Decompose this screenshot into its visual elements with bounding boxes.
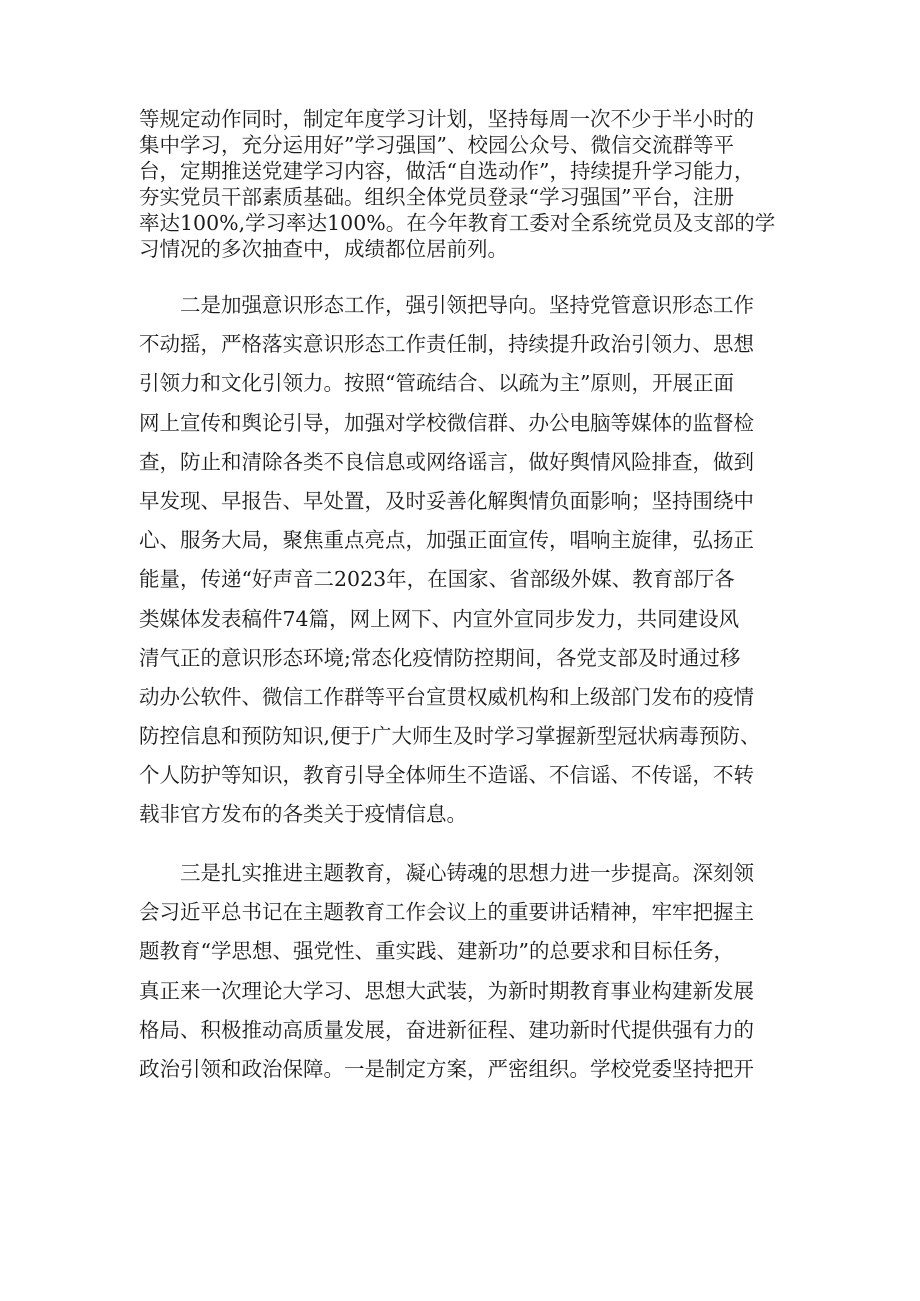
text-line: 动办公软件、微信工作群等平台宣贯权威机构和上级部门发布的疫情: [139, 684, 754, 709]
text-line: 夯实党员干部素质基础。组织全体党员登录“学习强国”平台，注册: [139, 185, 734, 209]
text-line: 载非官方发布的各类关于疫情信息。: [139, 802, 467, 827]
text-line: 心、服务大局，聚焦重点亮点，加强正面宣传，唱响主旋律，弘扬正: [139, 528, 754, 553]
text-line: 真正来一次理论大学习、思想大武装，为新时期教育事业构建新发展: [139, 978, 754, 1003]
text-line: 等规定动作同时，制定年度学习计划，坚持每周一次不少于半小时的: [139, 107, 754, 131]
text-line: 能量，传递“好声音二2023年，在国家、省部级外媒、教育部厅各: [139, 567, 735, 592]
paragraph-study-plan: [139, 106, 799, 262]
text-line: 查，防止和清除各类不良信息或网络谣言，做好舆情风险排查，做到: [139, 449, 754, 474]
text-line: 引领力和文化引领力。按照“管疏结合、以疏为主”原则，开展正面: [139, 371, 734, 396]
text-line: 网上宣传和舆论引导，加强对学校微信群、办公电脑等媒体的监督检: [139, 410, 754, 435]
text-line: 集中学习，充分运用好”学习强国”、校园公众号、微信交流群等平: [139, 133, 734, 157]
text-line: 台，定期推送党建学习内容，做活“自选动作”，持续提升学习能力，: [139, 159, 755, 183]
text-line: 类媒体发表稿件74篇，网上网下、内宣外宣同步发力，共同建设风: [139, 606, 740, 631]
text-line: 三是扎实推进主题教育，凝心铸魂的思想力进一步提高。深刻领: [180, 861, 754, 885]
text-line: 清气正的意识形态环境;常态化疫情防控期间，各党支部及时通过移: [139, 645, 741, 670]
text-line: 题教育“学思想、强党性、重实践、建新功”的总要求和目标任务，: [139, 939, 734, 964]
paragraph-ideology-work: [139, 286, 799, 835]
text-line: 率达100%,学习率达100%。在今年教育工委对全系统党员及支部的学: [139, 211, 776, 235]
text-line: 政治引领和政治保障。一是制定方案，严密组织。学校党委坚持把开: [139, 1056, 754, 1081]
text-line: 早发现、早报告、早处置，及时妥善化解舆情负面影响；坚持围绕中: [139, 488, 754, 513]
text-line: 二是加强意识形态工作，强引领把导向。坚持党管意识形态工作: [180, 293, 754, 317]
text-line: 格局、积极推动高质量发展，奋进新征程、建功新时代提供强有力的: [139, 1017, 754, 1042]
text-line: 防控信息和预防知识,便于广大师生及时学习掌握新型冠状病毒预防、: [139, 724, 761, 749]
text-line: 会习近平总书记在主题教育工作会议上的重要讲话精神，牢牢把握主: [139, 900, 754, 925]
paragraph-theme-education: [139, 854, 799, 1089]
text-line: 不动摇，严格落实意识形态工作责任制，持续提升政治引领力、思想: [139, 332, 754, 357]
text-line: 习情况的多次抽查中，成绩都位居前列。: [139, 237, 508, 261]
text-line: 个人防护等知识，教育引导全体师生不造谣、不信谣、不传谣，不转: [139, 763, 754, 788]
